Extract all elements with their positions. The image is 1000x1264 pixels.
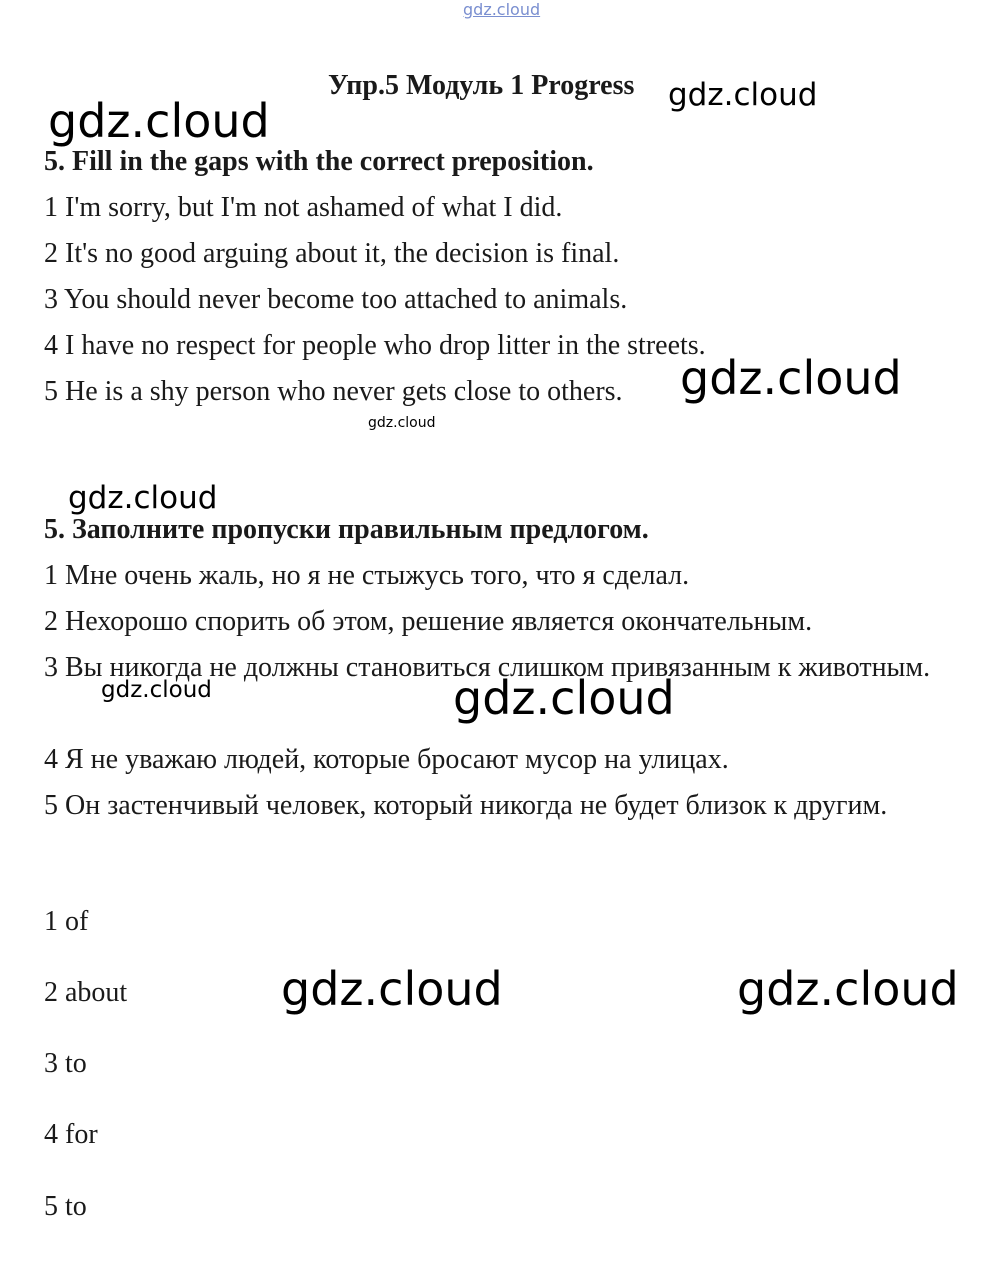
watermark: gdz.cloud	[101, 677, 212, 703]
answer-item: 3 to	[44, 1048, 87, 1079]
answer-item: 4 for	[44, 1119, 98, 1150]
russian-line: 4 Я не уважаю людей, которые бросают мусор на улицах.	[44, 744, 729, 775]
watermark: gdz.cloud	[668, 77, 818, 113]
english-line: 4 I have no respect for people who drop litter in the streets.	[44, 330, 706, 361]
english-line: 2 It's no good arguing about it, the decision is final.	[44, 238, 620, 269]
watermark: gdz.cloud	[68, 480, 218, 516]
watermark: gdz.cloud	[680, 351, 902, 405]
answer-item: 2 about	[44, 977, 128, 1008]
russian-line: 1 Мне очень жаль, но я не стыжусь того, что я сделал.	[44, 560, 690, 591]
russian-line: 5 Он застенчивый человек, который никогда не будет близок к другим.	[44, 790, 888, 821]
watermark: gdz.cloud	[368, 415, 436, 431]
russian-heading: 5. Заполните пропуски правильным предлогом.	[44, 514, 649, 545]
english-line: 3 You should never become too attached to animals.	[44, 284, 628, 315]
watermark: gdz.cloud	[281, 962, 503, 1016]
answer-item: 1 of	[44, 906, 89, 937]
answer-item: 5 to	[44, 1191, 87, 1222]
watermark-top-link[interactable]: gdz.cloud	[463, 0, 541, 19]
russian-line: 3 Вы никогда не должны становиться слишком привязанным к животным.	[44, 652, 931, 683]
english-line: 5 He is a shy person who never gets close to others.	[44, 376, 623, 407]
watermark: gdz.cloud	[737, 962, 959, 1016]
watermark: gdz.cloud	[48, 94, 270, 148]
english-heading: 5. Fill in the gaps with the correct preposition.	[44, 146, 594, 177]
watermark: gdz.cloud	[453, 671, 675, 725]
page-title: Упр.5 Модуль 1 Progress	[328, 70, 635, 101]
english-line: 1 I'm sorry, but I'm not ashamed of what I did.	[44, 192, 563, 223]
russian-line: 2 Нехорошо спорить об этом, решение является окончательным.	[44, 606, 813, 637]
